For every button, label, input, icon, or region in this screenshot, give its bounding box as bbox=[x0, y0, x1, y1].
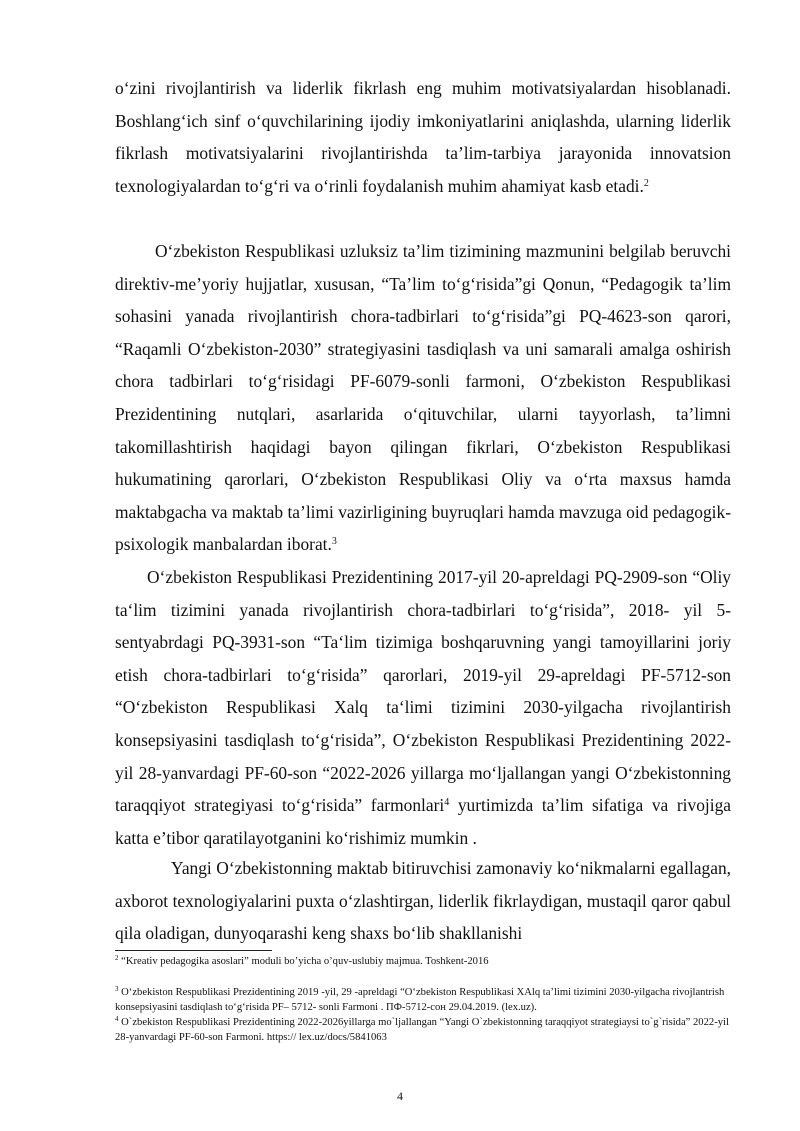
footnote-ref-4[interactable]: 4 bbox=[444, 797, 450, 809]
paragraph-3-text-after: yurtimizda ta’lim sifatiga va rivojiga katta e’tibor qaratilayotganini ko‘rishimiz mumkin . bbox=[115, 795, 731, 848]
footnote-2-text: “Kreativ pedagogika asoslari” moduli bo’yicha o’quv-uslubiy majmua. Toshkent-2016 bbox=[121, 956, 489, 967]
paragraph-2-text: O‘zbekiston Respublikasi uzluksiz ta’lim tizimining mazmunini belgilab beruvchi direktiv-me’yoriy hujjatlar, xususan, “Ta’lim to‘g‘risida”gi Qonun, “Pedagogik ta’lim sohasini yanada rivojlantirish chora-tadbirlari to‘g‘risida”gi PQ-4623-son qarori, “Raqamli O‘zbekiston-2030” strategiyasini tasdiqlash va uni samarali amalga oshirish chora tadbirlari to‘g‘risidagi PF-6079-sonli farmoni, O‘zbekiston Respublikasi Prezidentining nutqlari, asarlarida o‘qituvchilar, ularni tayyorlash, ta’limni takomillashtirish haqidagi bayon qilingan fikrlari, O‘zbekiston Respublikasi hukumatining qarorlari, O‘zbekiston Respublikasi Oliy va o‘rta maxsus hamda maktabgacha va maktab ta’limi vazirligining buyruqlari hamda mavzuga oid pedagogik-psixologik manbalardan iborat. bbox=[115, 241, 731, 555]
page-number: 4 bbox=[397, 1089, 403, 1103]
footnote-3-text: O‘zbekiston Respublikasi Prezidentining 2019 -yil, 29 -apreldagi “O‘zbekiston Respublikasi XAlq ta’limi tizimini 2030-yilgacha rivojlantrish konsepsiyasini tasdiqlash to‘g‘risida PF– 5712- sonli Farmoni . ПФ-5712-сон 29.04.2019. (lex.uz). bbox=[115, 987, 725, 1013]
footnote-separator bbox=[115, 950, 272, 951]
footnote-3-number: 3 bbox=[115, 985, 119, 993]
body-paragraph-4 bbox=[115, 852, 731, 950]
footnote-3 bbox=[115, 986, 731, 1015]
paragraph-3-text-before: O‘zbekiston Respublikasi Prezidentining 2017-yil 20-apreldagi PQ-2909-son “Oliy ta‘lim tizimini yanada rivojlantirish chora-tadbirlari to‘g‘risida”, 2018- yil 5-sentyabrdagi PQ-3931-son “Ta‘lim tizimiga boshqaruvning yangi tamoyillarini joriy etish chora-tadbirlari to‘g‘risida” qarorlari, 2019-yil 29-apreldagi PF-5712-son “O‘zbekiston Respublikasi Xalq ta‘limi tizimini 2030-yilgacha rivojlantirish konsepsiyasini tasdiqlash to‘g‘risida”, O‘zbekiston Respublikasi Prezidentining 2022-yil 28-yanvardagi PF-60-son “2022-2026 yillarga mo‘ljallangan yangi O‘zbekistonning taraqqiyot strategiyasi to‘g‘risida” farmonlari bbox=[115, 567, 731, 816]
body-paragraph-1 bbox=[115, 72, 731, 202]
body-paragraph-3-block bbox=[115, 561, 731, 854]
footnote-4 bbox=[115, 1016, 731, 1045]
footnote-2 bbox=[115, 955, 731, 970]
body-paragraph-4-block bbox=[115, 852, 731, 950]
paragraph-1-text: o‘zini rivojlantirish va liderlik fikrlash eng muhim motivatsiyalardan hisoblanadi. Boshlang‘ich sinf o‘quvchilarining ijodiy imkoniyatlarini aniqlashda, ularning liderlik fikrlash motivatsiyalarini rivojlantirishda ta’lim-tarbiya jarayonida innovatsion texnologiyalardan to‘g‘ri va o‘rinli foydalanish muhim ahamiyat kasb etadi. bbox=[115, 78, 731, 196]
footnote-4-number: 4 bbox=[115, 1015, 119, 1023]
footnote-ref-2[interactable]: 2 bbox=[643, 177, 649, 189]
paragraph-4-text: Yangi O‘zbekistonning maktab bitiruvchisi zamonaviy ko‘nikmalarni egallagan, axborot texnologiyalarini puxta o‘zlashtirgan, liderlik fikrlaydigan, mustaqil qaror qabul qila oladigan, dunyoqarashi keng shaxs bo‘lib shakllanishi bbox=[115, 858, 731, 944]
body-paragraph-2 bbox=[115, 235, 731, 561]
body-paragraph-2-block bbox=[115, 235, 731, 561]
footnote-ref-3[interactable]: 3 bbox=[331, 536, 337, 548]
body-paragraph-3 bbox=[115, 561, 731, 854]
footnote-2-number: 2 bbox=[115, 954, 119, 962]
footnote-4-text: O`zbekiston Respublikasi Prezidentining 2022-2026yillarga mo`ljallangan “Yangi O`zbekistonning taraqqiyot strategiaysi to`g`risida” 2022-yil 28-yanvardagi PF-60-son Farmoni. https:// lex.uz/docs/5841063 bbox=[115, 1017, 729, 1043]
body-paragraph-1-block bbox=[115, 72, 731, 202]
